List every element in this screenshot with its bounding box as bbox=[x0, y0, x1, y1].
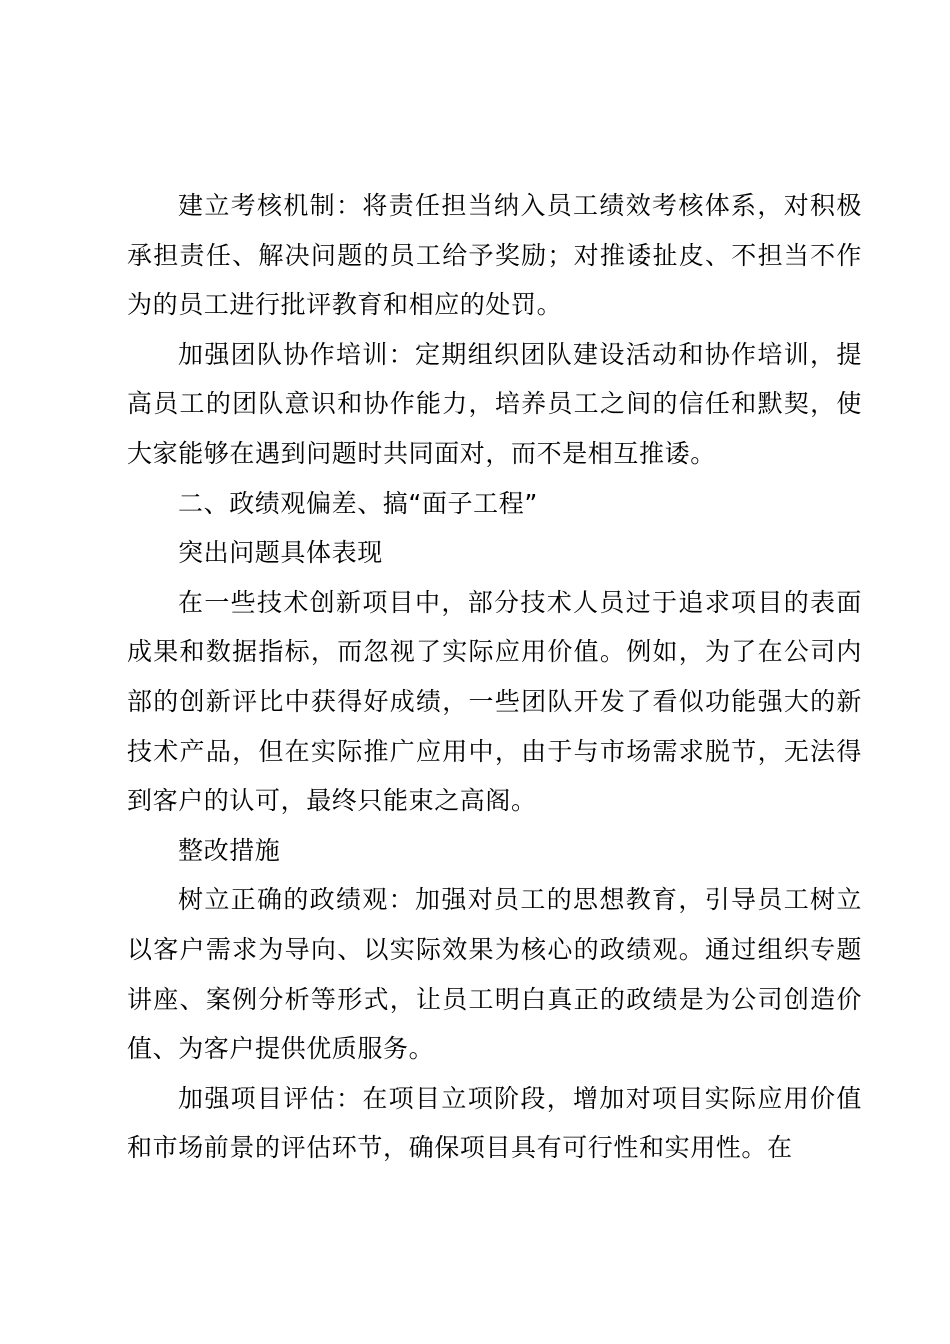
paragraph-correct-performance-view: 树立正确的政绩观：加强对员工的思想教育，引导员工树立以客户需求为导向、以实际效果为核心的政绩观。通过组织专题讲座、案例分析等形式，让员工明白真正的政绩是为公司创造价值、为客户提供优质服务。 bbox=[127, 885, 862, 1064]
paragraph-assessment-mechanism: 建立考核机制：将责任担当纳入员工绩效考核体系，对积极承担责任、解决问题的员工给予奖励；对推诿扯皮、不担当不作为的员工进行批评教育和相应的处罚。 bbox=[127, 191, 862, 320]
section-heading-performance-view: 二、政绩观偏差、搞“面子工程” bbox=[178, 488, 538, 518]
paragraph-project-evaluation: 加强项目评估：在项目立项阶段，增加对项目实际应用价值和市场前景的评估环节，确保项目具有可行性和实用性。在 bbox=[127, 1083, 862, 1163]
paragraph-problem-description: 在一些技术创新项目中，部分技术人员过于追求项目的表面成果和数据指标，而忽视了实际应用价值。例如，为了在公司内部的创新评比中获得好成绩，一些团队开发了看似功能强大的新技术产品，但在实际推广应用中，由于与市场需求脱节，无法得到客户的认可，最终只能束之高阁。 bbox=[127, 587, 862, 816]
paragraph-teamwork-training: 加强团队协作培训：定期组织团队建设活动和协作培训，提高员工的团队意识和协作能力，培养员工之间的信任和默契，使大家能够在遇到问题时共同面对，而不是相互推诿。 bbox=[127, 339, 862, 468]
subheading-problem-manifestation: 突出问题具体表现 bbox=[178, 538, 383, 568]
document-body bbox=[127, 181, 862, 1173]
subheading-rectification-measures: 整改措施 bbox=[178, 835, 281, 865]
